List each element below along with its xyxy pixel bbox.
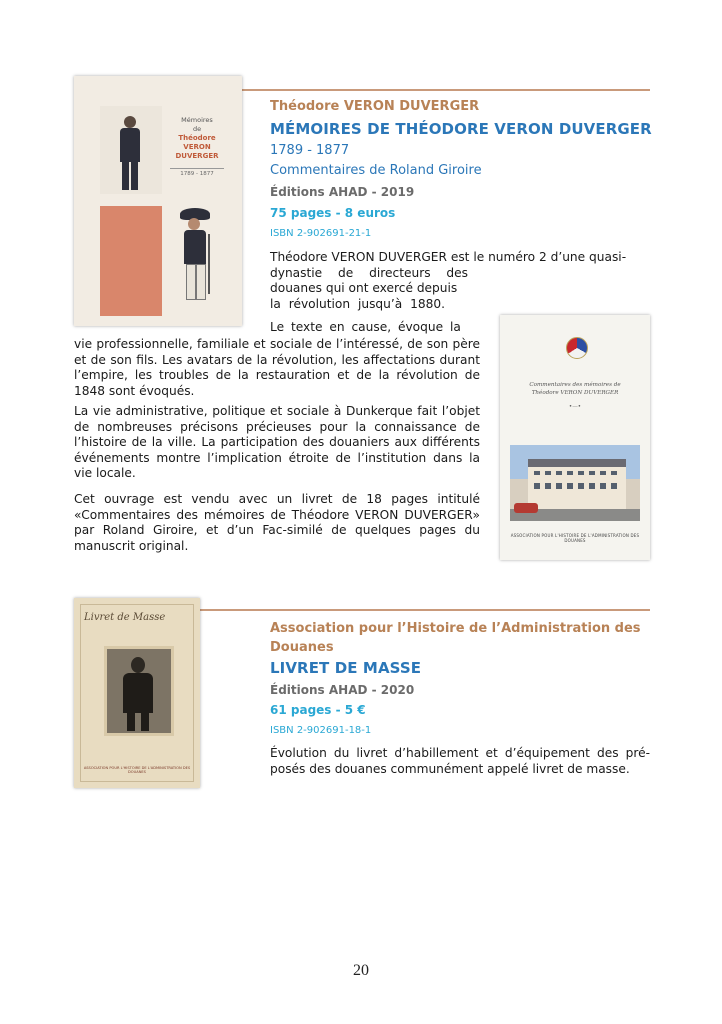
book-cover-commentaires xyxy=(500,315,650,560)
section1-author: Théodore VERON DUVERGER xyxy=(270,99,480,114)
section1-dates: 1789 - 1877 xyxy=(270,143,350,158)
section1-body-line4: la révolution jusqu’à 1880. xyxy=(270,297,445,311)
tricolor-emblem-icon xyxy=(566,337,588,359)
book-cover-memoires xyxy=(74,76,242,326)
section1-isbn: ISBN 2-902691-21-1 xyxy=(270,228,372,239)
section1-book-title: MÉMOIRES DE THÉODORE VERON DUVERGER xyxy=(270,120,652,138)
section1-body-paragraph2: vie professionnelle, familiale et sociale de l’intéressé, de son père et de son fils. Les avatars de la révolution, les affectations durant l’empire, les troubles de la restauration et de la révolution de 1848 sont évoqués. xyxy=(74,337,480,398)
section1-pages-price: 75 pages - 8 euros xyxy=(270,206,396,220)
cover-photo-building xyxy=(510,445,640,521)
section2-edition: Éditions AHAD - 2020 xyxy=(270,683,415,697)
section2-book-title: LIVRET DE MASSE xyxy=(270,659,422,677)
cover-illustration-officer xyxy=(100,106,162,194)
section1-body-paragraph4: Cet ouvrage est vendu avec un livret de 18 pages intitulé «Commentaires des mémoires de Théodore VERON DUVERGER» par Roland Giroire, et d’un Fac-similé de quelques pages du manuscrit original. xyxy=(74,492,480,553)
cover-illustration-soldier xyxy=(166,204,226,316)
section2-isbn: ISBN 2-902691-18-1 xyxy=(270,725,372,736)
section1-commentary: Commentaires de Roland Giroire xyxy=(270,163,482,178)
section1-body-line5: Le texte en cause, évoque la xyxy=(270,320,461,334)
page-number: 20 xyxy=(353,962,369,979)
livret-cover-title: Commentaires des mémoires de Théodore VERON DUVERGER •—• xyxy=(529,382,621,410)
livret-cover-footer: ASSOCIATION POUR L'HISTOIRE DE L'ADMINISTRATION DES DOUANES xyxy=(510,533,640,543)
section2-author: Association pour l’Histoire de l’Administration des Douanes xyxy=(270,621,641,655)
section1-body-paragraph3: La vie administrative, politique et sociale à Dunkerque fait l’objet de nombreuses précisons précieuses pour la connaissance de l’histoire de la ville. La participation des douaniers aux différents événements montre l’implication étroite de l’institution dans la vie locale. xyxy=(74,404,480,481)
book-cover-livret-de-masse xyxy=(74,598,200,788)
section1-body-line3: douanes qui ont exercé depuis xyxy=(270,281,458,295)
cover-color-block xyxy=(100,206,162,316)
cover-photo-portrait xyxy=(104,646,174,736)
section1-body-line1: Théodore VERON DUVERGER est le numéro 2 d’une quasi- xyxy=(270,250,627,264)
cover3-footer: ASSOCIATION POUR L'HISTOIRE DE L'ADMINISTRATION DES DOUANES xyxy=(83,766,191,774)
cover-title: Mémoires de Théodore VERON DUVERGER xyxy=(175,116,219,160)
section1-body-line2: dynastie de directeurs des xyxy=(270,266,469,280)
section1-edition: Éditions AHAD - 2019 xyxy=(270,185,415,199)
section2-description: Évolution du livret d’habillement et d’équipement des pré-posés des douanes communément appelé livret de masse. xyxy=(270,746,650,776)
section2-pages-price: 61 pages - 5 € xyxy=(270,703,366,717)
cover3-title: Livret de Masse xyxy=(84,612,166,623)
cover-dates: 1789 - 1877 xyxy=(170,168,224,177)
